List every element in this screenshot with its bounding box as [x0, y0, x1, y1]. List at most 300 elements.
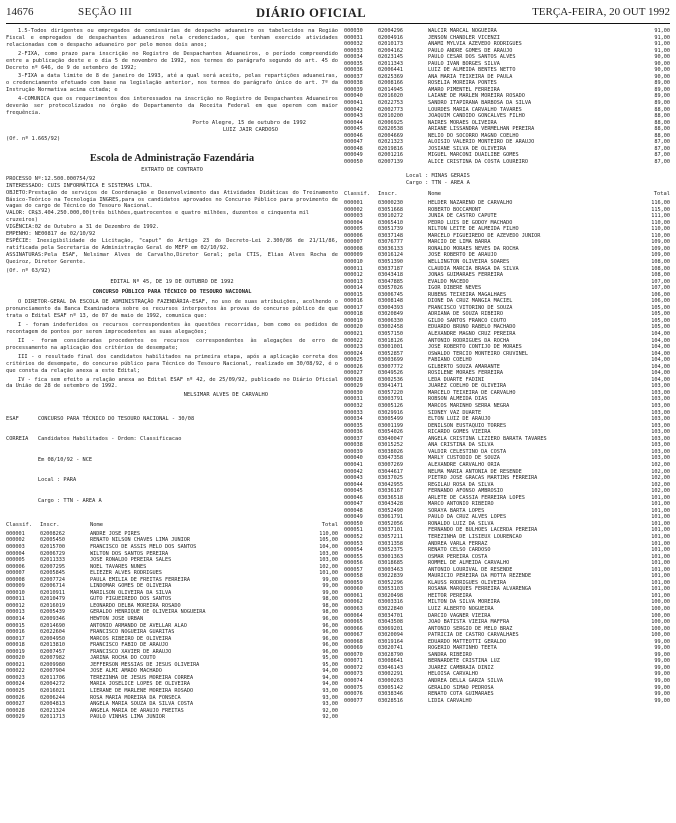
- page-number: 14676: [6, 6, 34, 18]
- cell-total: 91,00: [654, 47, 670, 54]
- cell-nome: WILTON DOS SANTOS PEREIRA: [90, 550, 169, 557]
- cell-inscr: 03003699: [378, 357, 403, 364]
- cell-classif: 000038: [344, 442, 363, 449]
- cell-nome: ROBERTO BOCCAMONT: [428, 206, 482, 213]
- cell-nome: WALCIR MARCAL NOGUEIRA: [428, 28, 497, 34]
- cell-total: 103,00: [651, 455, 670, 462]
- cell-nome: KLAUSS RODRIGUES OLIVEIRA: [428, 579, 507, 586]
- cell-classif: 000049: [344, 514, 363, 521]
- edital-signer: NELSIMAR ALVES DE CARVALHO: [183, 392, 268, 399]
- cell-inscr: 03005126: [378, 403, 403, 410]
- cell-inscr: 03037025: [378, 475, 403, 482]
- cell-classif: 000050: [344, 158, 363, 165]
- cell-classif: 000020: [6, 655, 25, 662]
- cell-inscr: 03047885: [378, 278, 403, 285]
- cell-total: 105,00: [651, 304, 670, 311]
- cell-inscr: 03038026: [378, 448, 403, 455]
- cell-total: 101,00: [651, 501, 670, 508]
- cell-nome: LINDOMAR GOMES DE OLIVEIRA: [90, 583, 172, 590]
- cell-nome: FERNANDO DE BULHOES LACERDA PEREIRA: [428, 527, 538, 534]
- cell-inscr: 03018685: [378, 560, 403, 567]
- col-inscr: Inscr.: [40, 521, 60, 528]
- cell-classif: 000064: [344, 612, 363, 619]
- cell-classif: 000061: [344, 592, 363, 599]
- cell-total: 105,00: [651, 311, 670, 318]
- cell-inscr: 03028790: [378, 651, 403, 658]
- official-ref: (Of. nº 1.665/92): [6, 135, 61, 142]
- cell-classif: 000024: [344, 350, 363, 357]
- cell-nome: LIDIA CARVALHO: [428, 697, 472, 704]
- cell-classif: 000022: [344, 337, 363, 344]
- cell-classif: 000004: [6, 550, 25, 557]
- cell-total: 110,00: [651, 219, 670, 226]
- cell-classif: 000046: [344, 494, 363, 501]
- cell-nome: ANGELA CRISTINA LIZIERO BARATA TAVARES: [428, 435, 547, 442]
- cell-total: 99,00: [322, 589, 338, 596]
- cell-total: 101,00: [651, 527, 670, 534]
- intro-paragraph: 3-FIXA a data limite de 8 de janeiro de 1993, até a qual será aceito, pelas repartições aduaneiras, o credenciamento efetuado com base na legislação anterior, nos termos do parágrafo único do art. 7º da Instrução Normativa acima citada; e: [6, 73, 338, 94]
- cell-nome: JOSE ROBERTO CONTIJO DE MORAES: [428, 344, 522, 351]
- cell-classif: 000016: [6, 629, 25, 636]
- cell-total: 105,00: [651, 317, 670, 324]
- cell-nome: TEREZINHA DE LISIEUX LOURENCAO: [428, 533, 522, 540]
- cell-nome: AMARO PIMENTEL FERREIRA: [428, 86, 500, 93]
- cell-nome: ANTONIO LOURIVAL DE RESENDE: [428, 566, 513, 573]
- cell-classif: 000042: [344, 468, 363, 475]
- cell-nome: HEWTON JOSE URBAN: [90, 616, 144, 622]
- cell-nome: GILDO SANTOS FRANCO COUTO: [428, 317, 507, 324]
- cell-nome: LAIANE DE MARLEN MOREIRA ROSADO: [428, 93, 525, 100]
- contract-line: VIGÊNCIA:02 de Outubro a 31 de Dezembro de 1992.: [6, 224, 160, 231]
- cell-inscr: 03052296: [378, 579, 403, 586]
- edital-body: [6, 299, 338, 399]
- cell-total: 108,00: [651, 265, 670, 272]
- cell-nome: LUIZ ALBERTO NOGUEIRA: [428, 605, 494, 612]
- contract-line: PROCESSO Nº:12.500.000754/92: [6, 175, 96, 182]
- cell-nome: ARIANE LISSANDRA VERMELHAN PEREIRA: [428, 126, 535, 133]
- cell-inscr: 03001363: [378, 553, 403, 560]
- cell-total: 98,00: [322, 602, 338, 609]
- cell-inscr: 02016021: [40, 688, 65, 695]
- cell-total: 116,00: [651, 200, 670, 207]
- cell-inscr: 02010200: [378, 113, 403, 120]
- cell-inscr: 03052375: [378, 547, 403, 554]
- block-header-line: Local : PARA: [6, 477, 77, 484]
- cell-nome: LIERANE DE MARLENE MOREIRA ROSADO: [90, 688, 194, 695]
- cell-nome: LUIZ DE ALMEIDA BENTES NETTO: [428, 67, 516, 74]
- cell-total: 95,00: [322, 661, 338, 668]
- cell-classif: 000044: [344, 481, 363, 488]
- cell-inscr: 03005499: [378, 416, 403, 423]
- cell-total: 99,00: [322, 583, 338, 590]
- cell-inscr: 03041471: [378, 383, 403, 390]
- cell-total: 103,00: [651, 389, 670, 396]
- cell-inscr: 03051390: [378, 259, 403, 265]
- cell-inscr: 02022604: [40, 629, 65, 636]
- cell-inscr: 02006714: [40, 583, 65, 590]
- cell-total: 106,00: [651, 291, 670, 298]
- cell-nome: ROSILENE MORAES FERREIRA: [428, 370, 503, 377]
- cell-total: 101,00: [651, 566, 670, 573]
- cell-total: 115,00: [651, 206, 670, 213]
- cell-classif: 000040: [344, 455, 363, 462]
- table-minas-gerais: [344, 200, 670, 704]
- cell-nome: JOSE ALMI AMADO MACHADO: [90, 668, 162, 675]
- left-column: [6, 28, 338, 818]
- cell-nome: MARCELO TEIXEIRA DE CARVALHO: [428, 389, 516, 396]
- cell-classif: 000056: [344, 560, 363, 567]
- cell-nome: SANDRO ITAPIRANA BARBOSA DA SILVA: [428, 100, 532, 107]
- contract-line: INTERESSADO: CUIS INFORMÁTICA E SISTEMAS LTDA.: [6, 182, 153, 189]
- cell-nome: FRANCISCO VITORINO DE SOUZA: [428, 304, 513, 311]
- cell-classif: 000044: [344, 119, 363, 126]
- cell-inscr: 02007904: [40, 668, 65, 675]
- cell-inscr: 03040047: [378, 435, 403, 442]
- cell-inscr: 02023145: [378, 54, 403, 61]
- cell-nome: RONALDO MORAES NEVES DA ROCHA: [428, 245, 519, 252]
- cell-inscr: 03003316: [378, 599, 403, 606]
- cell-nome: JEFFERSON MESSIAS DE JESUS OLIVEIRA: [90, 661, 200, 668]
- cell-total: 104,00: [651, 357, 670, 364]
- cell-total: 103,00: [651, 383, 670, 390]
- cell-classif: 000024: [6, 681, 25, 688]
- cell-total: 96,00: [322, 616, 338, 622]
- edital-paragraph: II - foram consideradas procedentes os recursos correspondentes às alegações de erro de processamento na aplicação dos critérios de desempate;: [6, 338, 338, 351]
- page-header: [6, 4, 670, 24]
- cell-nome: MARCIO DE LIMA BARRA: [428, 239, 491, 246]
- cell-classif: 000034: [344, 416, 363, 423]
- cell-nome: JOSE ROBERTO DE ARAUJO: [428, 252, 497, 259]
- cell-classif: 000065: [344, 619, 363, 626]
- cell-classif: 000072: [344, 664, 363, 671]
- cell-inscr: 03047358: [378, 455, 403, 462]
- cell-classif: 000025: [6, 688, 25, 695]
- cell-total: 100,00: [651, 632, 670, 639]
- cell-classif: 000009: [344, 252, 363, 259]
- cell-total: 104,00: [651, 350, 670, 357]
- school-title: Escola de Administração Fazendária: [89, 152, 255, 164]
- cell-nome: FRANCISCO XAVIER DE ARAUJO: [90, 648, 172, 655]
- journal-title: DIÁRIO OFICIAL: [256, 6, 367, 20]
- cell-inscr: 03007269: [378, 461, 403, 468]
- cell-classif: 000002: [6, 537, 25, 544]
- cell-total: 93,00: [322, 701, 338, 708]
- cell-inscr: 03051668: [378, 206, 403, 213]
- cell-nome: MARLY CUSTODIO DE SOUZA: [428, 455, 500, 462]
- cell-classif: 000032: [344, 41, 363, 48]
- cell-classif: 000017: [6, 635, 25, 642]
- cell-inscr: 03052056: [378, 520, 403, 527]
- cell-inscr: 03010272: [378, 213, 403, 220]
- cell-classif: 000048: [344, 145, 363, 152]
- cell-nome: IGOR DIBERE NEVES: [428, 285, 482, 292]
- cell-inscr: 02007295: [40, 563, 65, 570]
- cell-total: 104,00: [651, 344, 670, 351]
- table-para-continued: [344, 28, 670, 165]
- cell-classif: 000005: [344, 226, 363, 233]
- contract-line: ASSINATURAS:Pela ESAF, Nelsimar Alves de Carvalho,Diretor Geral; pela CTIS, Elias Alves Rocha de Queiroz, Diretor Gerente.: [6, 251, 338, 265]
- cell-nome: JUAREZ COELHO DE OLIVEIRA: [428, 383, 507, 390]
- cell-total: 89,00: [654, 93, 670, 100]
- cell-inscr: 02010173: [378, 41, 403, 48]
- cell-total: 102,00: [651, 488, 670, 495]
- cell-total: 103,00: [651, 409, 670, 416]
- cell-classif: 000041: [344, 461, 363, 468]
- cell-classif: 000026: [344, 363, 363, 370]
- cell-inscr: 03000263: [378, 678, 403, 684]
- cell-inscr: 03036133: [378, 245, 403, 252]
- cell-total: 103,00: [651, 435, 670, 442]
- cell-total: 96,00: [322, 635, 338, 642]
- cell-classif: 000019: [6, 648, 25, 655]
- cell-classif: 000035: [344, 60, 363, 67]
- cell-classif: 000019: [344, 317, 363, 324]
- cell-total: 101,00: [651, 592, 670, 599]
- cell-inscr: 02001216: [378, 152, 403, 159]
- cell-classif: 000014: [6, 616, 25, 622]
- cell-total: 103,00: [651, 442, 670, 449]
- cell-total: 102,00: [651, 481, 670, 488]
- cell-total: 101,00: [651, 586, 670, 593]
- cell-inscr: 03000230: [378, 200, 403, 207]
- cell-total: 92,00: [322, 707, 338, 714]
- cell-total: 95,00: [322, 655, 338, 662]
- cell-nome: ANGELA MARIA SOUZA DA SILVA COSTA: [90, 701, 194, 708]
- cell-classif: 000006: [6, 563, 25, 570]
- cell-inscr: 02005450: [40, 537, 65, 544]
- cell-nome: RENATO NILSON CHAVES LIMA JUNIOR: [90, 537, 190, 544]
- cell-inscr: 03043428: [378, 501, 403, 508]
- cell-inscr: 02013810: [40, 642, 65, 649]
- cell-nome: CLAUDIA MARCIA BRAGA DA SILVA: [428, 265, 519, 272]
- cell-nome: LOURDES MARIA CARVALHO TAVARES: [428, 106, 522, 113]
- cell-total: 101,00: [651, 533, 670, 540]
- cell-classif: 000012: [6, 602, 25, 609]
- cell-total: 94,00: [322, 668, 338, 675]
- col-classif: Classif.: [344, 191, 370, 198]
- cell-classif: 000048: [344, 507, 363, 514]
- cell-inscr: 03028516: [378, 697, 403, 704]
- cell-inscr: 02011706: [40, 674, 65, 681]
- cell-total: 104,00: [651, 376, 670, 383]
- cell-total: 99,00: [322, 576, 338, 583]
- cell-nome: NELMA MARIA ANTONIA DE RESENDE: [428, 468, 522, 475]
- intro-paragraph: 1.5-Todos dirigentes ou empregados de comissárias de despacho aduaneiro os tabelecidos na Região Fiscal e empregados de despachantes aduaneiros nela credenciados, que tenham exercido atividades relacionadas com o despacho aduaneiro por pelo menos dois anos;: [6, 28, 338, 48]
- mg-block-header: [406, 173, 670, 187]
- cell-total: 107,00: [651, 285, 670, 292]
- contract-line: ESPÉCIE: Inexigibilidade de Licitação, "caput" do Artigo 23 do Decreto-Lei 2.300/86 de 21/11/86, ratificada pela Secretaria de Administração Geral do MEFP em 02/10/92.: [6, 237, 338, 251]
- cell-nome: SIDNEY VAZ DUARTE: [428, 409, 482, 416]
- cell-classif: 000055: [344, 553, 363, 560]
- cell-classif: 000067: [344, 632, 363, 639]
- cell-classif: 000047: [344, 501, 363, 508]
- cell-total: 103,00: [651, 429, 670, 436]
- cell-nome: ALOISIO VALERIO MONTEIRO DE ARAUJO: [428, 139, 535, 146]
- cell-inscr: 03037148: [378, 232, 403, 239]
- cell-nome: ARLETE DE CASSIA FERREIRA LOPES: [428, 494, 525, 501]
- cell-nome: GUTO FIGUEIREDO DOS SANTOS: [90, 596, 172, 603]
- cell-inscr: 02004950: [40, 635, 65, 642]
- cell-nome: MARILSON OLIVEIRA DA SILVA: [90, 589, 172, 596]
- cell-inscr: 02007139: [378, 158, 403, 165]
- cell-nome: GERALDO SIMAO PEDROSA: [428, 684, 494, 691]
- contract-line: EMPENHO: NE00817 de 02/10/92: [6, 231, 96, 238]
- cell-nome: LEDA DUARTE FADINI: [428, 376, 485, 383]
- cell-nome: ALEXANDRE MAGNO CRUZ PEREIRA: [428, 331, 516, 338]
- cell-total: 87,00: [654, 145, 670, 152]
- cell-classif: 000006: [344, 232, 363, 239]
- cell-total: 103,00: [319, 550, 338, 557]
- block-header-line: CORREIA Candidatos Habilitados - Ordem: Classificacao: [6, 436, 182, 443]
- cell-total: 90,00: [654, 73, 670, 80]
- cell-total: 103,00: [651, 416, 670, 423]
- cell-classif: 000075: [344, 684, 363, 691]
- cell-total: 103,00: [651, 403, 670, 410]
- cell-nome: HEITOR PEREIRA: [428, 592, 472, 599]
- signer-name: LUIZ JAIR CARDOSO: [222, 126, 278, 133]
- cell-classif: 000027: [344, 370, 363, 377]
- cell-total: 87,00: [654, 152, 670, 159]
- cell-total: 104,00: [651, 331, 670, 338]
- cell-total: 99,00: [654, 664, 670, 671]
- cell-total: 98,00: [322, 609, 338, 616]
- cell-inscr: 03065410: [378, 219, 403, 226]
- cell-classif: 000021: [6, 661, 25, 668]
- cell-classif: 000002: [344, 206, 363, 213]
- cell-classif: 000027: [6, 701, 25, 708]
- cell-classif: 000011: [6, 596, 25, 603]
- cell-inscr: 03006745: [378, 291, 403, 298]
- cell-total: 92,00: [322, 714, 338, 721]
- cell-classif: 000036: [344, 429, 363, 436]
- cell-nome: GILBERTO SOUZA AMARANTE: [428, 363, 500, 370]
- cell-total: 101,00: [651, 579, 670, 586]
- cell-nome: JOAQUIM CANDIDO GONCALVES FILHO: [428, 113, 525, 120]
- cell-classif: 000029: [344, 383, 363, 390]
- cell-nome: PAULO VINHAS LIMA JUNIOR: [90, 714, 165, 721]
- cell-classif: 000045: [344, 488, 363, 495]
- cell-nome: ANAMI MYLVIA AZEVEDO RODRIGUES: [428, 41, 522, 48]
- cell-classif: 000071: [344, 658, 363, 665]
- cell-classif: 000013: [344, 278, 363, 285]
- cell-inscr: 02009980: [40, 661, 65, 668]
- cell-total: 98,00: [322, 596, 338, 603]
- cell-nome: MARCELO FIGUEIREDO DE AZEVEDO JUNIOR: [428, 232, 541, 239]
- cell-nome: PAULO ANDRE GOMES DE ARAUJO: [428, 47, 513, 54]
- contract-line: OBJETO:Prestação de serviços de Coordenação e Desenvolvimento das Atividades Didáticas do Treinamento Básico-Teórico na Tecnologia INGRES,para os candidatos aprovados no Concurso Público para provimento de vagas do cargo de Técnico do Tesouro Nacional.: [6, 189, 338, 210]
- cell-inscr: 02005845: [40, 570, 65, 577]
- cell-classif: 000058: [344, 573, 363, 580]
- cell-nome: FRANCISCO FABIO DE ARAUJO: [90, 642, 169, 649]
- cell-inscr: 02022753: [378, 100, 403, 107]
- cell-total: 101,00: [651, 494, 670, 501]
- cell-inscr: 03052857: [378, 350, 403, 357]
- result-block-header: [6, 402, 338, 518]
- cell-nome: JOAO BATISTA VIEIRA MAFFRA: [428, 619, 510, 626]
- mg-cargo: Cargo : TTN - AREA A: [406, 180, 470, 187]
- cell-nome: MARCOS RIBEIRO DE OLIVEIRA: [90, 635, 172, 642]
- cell-inscr: 03042955: [378, 481, 403, 488]
- cell-classif: 000038: [344, 80, 363, 87]
- cell-nome: JONAS GUIMARAES FERREIRA: [428, 272, 503, 279]
- cell-total: 111,00: [651, 213, 670, 220]
- cell-nome: OSWALDO TERCIO MONTEIRO CRUVINEL: [428, 350, 528, 357]
- cell-total: 99,00: [654, 691, 670, 698]
- cell-total: 90,00: [654, 67, 670, 74]
- cell-classif: 000017: [344, 304, 363, 311]
- cell-classif: 000005: [6, 557, 25, 564]
- cell-total: 88,00: [654, 126, 670, 133]
- cell-total: 109,00: [651, 252, 670, 259]
- cell-total: 91,00: [654, 28, 670, 34]
- cell-nome: PAULA EMILIA DE FREITAS FERREIRA: [90, 576, 190, 583]
- cell-total: 109,00: [651, 245, 670, 252]
- cell-classif: 000029: [6, 714, 25, 721]
- cell-classif: 000063: [344, 605, 363, 612]
- cell-classif: 000013: [6, 609, 25, 616]
- cell-inscr: 03001199: [378, 422, 403, 429]
- cell-nome: ROGERIO MARTINHO TEETA: [428, 645, 497, 652]
- cell-total: 88,00: [654, 113, 670, 120]
- cell-total: 94,00: [322, 674, 338, 681]
- cell-total: 101,00: [651, 520, 670, 527]
- cell-inscr: 03031358: [378, 540, 403, 547]
- cell-total: 104,00: [319, 543, 338, 550]
- cell-inscr: 03057220: [378, 389, 403, 396]
- cell-nome: JOSIANE SILVA DE OLIVEIRA: [428, 145, 507, 152]
- cell-inscr: 02006925: [378, 119, 403, 126]
- cell-inscr: 03008148: [378, 298, 403, 305]
- block-header-line: Cargo : TTN - AREA A: [6, 497, 102, 504]
- cell-nome: REGILAU ROSA DA SILVA: [428, 481, 494, 488]
- cell-classif: 000037: [344, 73, 363, 80]
- cell-nome: OSMAR PEREIRA COSTA: [428, 553, 488, 560]
- cell-total: 99,00: [654, 678, 670, 684]
- cell-total: 101,00: [651, 573, 670, 580]
- cell-classif: 000020: [344, 324, 363, 331]
- cell-inscr: 02008166: [378, 80, 403, 87]
- cell-inscr: 03003463: [378, 566, 403, 573]
- cell-total: 105,00: [651, 324, 670, 331]
- cell-nome: LEONARDO DELBA MOREIRA ROSADO: [90, 602, 181, 609]
- cell-classif: 000037: [344, 435, 363, 442]
- cell-total: 101,00: [651, 547, 670, 554]
- cell-classif: 000009: [6, 583, 25, 590]
- contract-extract: [6, 176, 338, 275]
- cell-classif: 000001: [6, 530, 25, 537]
- cell-total: 99,00: [654, 684, 670, 691]
- cell-classif: 000008: [344, 245, 363, 252]
- cell-nome: RENATO COTA GUIMARAES: [428, 691, 494, 698]
- cell-classif: 000050: [344, 520, 363, 527]
- cell-classif: 000016: [344, 298, 363, 305]
- cell-inscr: 03049526: [378, 370, 403, 377]
- cell-total: 99,00: [654, 645, 670, 652]
- cell-inscr: 03029916: [378, 409, 403, 416]
- cell-total: 87,00: [654, 139, 670, 146]
- cell-total: 108,00: [651, 272, 670, 279]
- cell-classif: 000043: [344, 113, 363, 120]
- edital-title: EDITAL Nº 45, DE 19 DE OUTUBRO DE 1992: [110, 279, 234, 286]
- cell-classif: 000033: [344, 47, 363, 54]
- cell-total: 93,00: [322, 688, 338, 695]
- cell-nome: DARCIO VAGNER VIEIRA: [428, 612, 491, 619]
- cell-classif: 000068: [344, 638, 363, 645]
- cell-classif: 000070: [344, 651, 363, 658]
- cell-nome: PAULO CESAR DOS SANTOS ALVES: [428, 54, 516, 61]
- cell-classif: 000007: [6, 570, 25, 577]
- cell-nome: ANDREA VARLA FERRAZ: [428, 540, 488, 547]
